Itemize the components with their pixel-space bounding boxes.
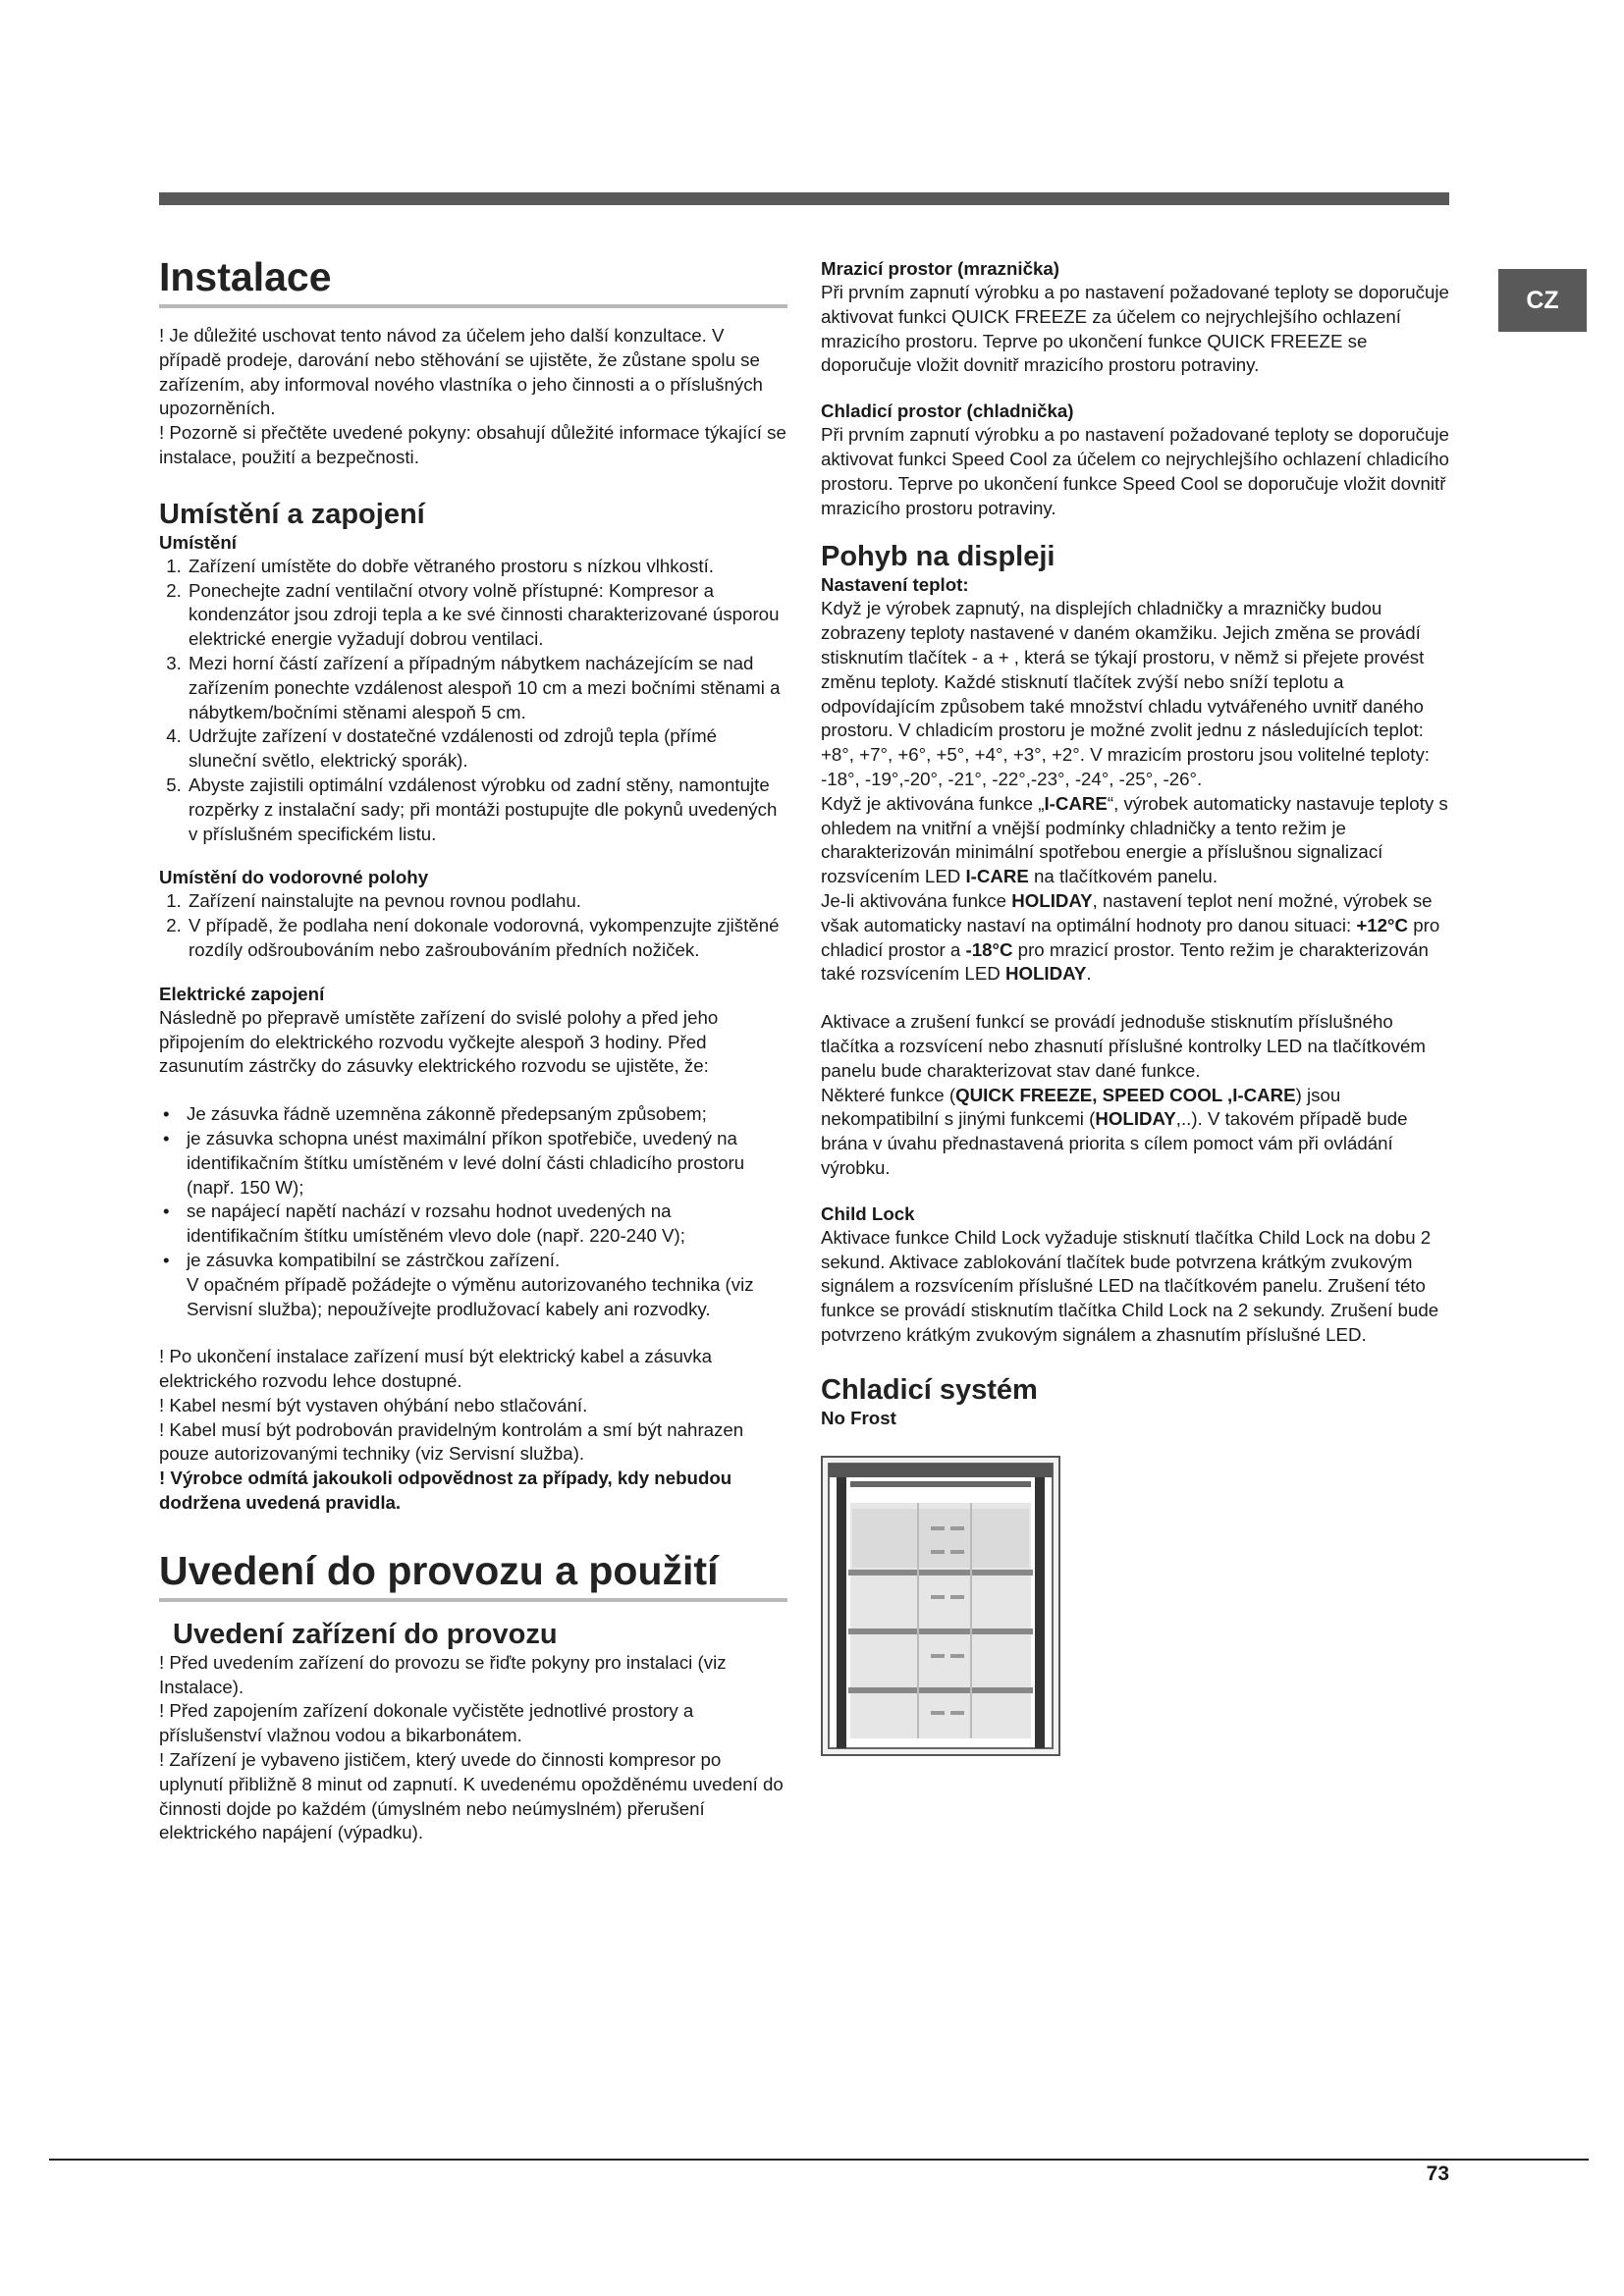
provoz-paragraph-1: ! Před uvedením zařízení do provozu se řiďte pokyny pro instalaci (viz Instalace). <box>159 1651 727 1697</box>
warning-2: ! Kabel nesmí být vystaven ohýbání nebo stlačování. <box>159 1394 588 1415</box>
subheading-vodorovna-poloha: Umístění do vodorovné polohy <box>159 867 429 888</box>
subheading-child-lock: Child Lock <box>821 1202 915 1224</box>
list-item: • se napájecí napětí nachází v rozsahu hodnot uvedených na identifikačním štítku umístěném vlevo dole (např. 220-240 V); <box>159 1200 787 1249</box>
aktivace-paragraph: Aktivace a zrušení funkcí se provádí jednoduše stisknutím příslušného tlačítka a rozsvícení nebo zhasnutí příslušné kontrolky LED na tlačítkovém panelu bude charakterizovat stav dané funkce. <box>821 1011 1426 1081</box>
list-item: 2. V případě, že podlaha není dokonale vodorovná, vykompenzujte zjištěné rozdíly odšroubováním nebo zašroubováním předních nožiček. <box>187 914 787 963</box>
subheading-nastaveni-teplot: Nastavení teplot: <box>821 574 969 596</box>
chladici-paragraph: Při prvním zapnutí výrobku a po nastavení požadované teploty se doporučuje aktivovat funkci Speed Cool za účelem co nejrychlejšího ochlazení chladicího prostoru. Teprve po ukončení funkce Speed Cool se doporučuje vložit dovnitř mrazicího prostoru potraviny. <box>821 424 1449 518</box>
top-divider-bar <box>159 192 1449 205</box>
provoz-paragraph-3: ! Zařízení je vybaveno jističem, který uvede do činnosti kompresor po uplynutí přibližně 8 minut od zapnutí. K uvedenému opožděnému uvedení do činnosti dojde po každém (úmyslném nebo neúmyslném) přerušení elektrického napájení (výpadku). <box>159 1749 784 1843</box>
section-title-uvedeni-do-provozu: Uvedení do provozu a použití <box>159 1547 787 1604</box>
child-lock-paragraph: Aktivace funkce Child Lock vyžaduje stisknutí tlačítka Child Lock na dobu 2 sekund. Aktivace zablokování tlačítek bude potvrzena krátkým zvukovým signálem a rozsvícením příslušné LED na tlačítkovém panelu. Zrušení této funkce se provádí stisknutím tlačítka Child Lock na 2 sekundy. Zrušení bude potvrzeno krátkým zvukovým signálem a zhasnutím příslušné LED. <box>821 1226 1439 1345</box>
list-item: 1. Zařízení nainstalujte na pevnou rovnou podlahu. <box>187 889 787 914</box>
list-item: • je zásuvka schopna unést maximální příkon spotřebiče, uvedený na identifikačním štítku umístěném v levé dolní části chladicího prostoru (např. 150 W); <box>159 1127 787 1200</box>
right-column <box>821 257 1449 1756</box>
heading-umisteni-a-zapojeni: Umístění a zapojení <box>159 498 425 530</box>
list-item: 4. Udržujte zařízení v dostatečné vzdálenosti od zdrojů tepla (přímé sluneční světlo, elektrický sporák). <box>187 724 787 774</box>
heading-pohyb-na-displeji: Pohyb na displeji <box>821 541 1056 573</box>
bottom-divider <box>49 2159 1589 2161</box>
nektere-funkce-paragraph: Některé funkce (QUICK FREEZE, SPEED COOL ,I-CARE) jsou nekompatibilní s jinými funkcemi (HOLIDAY,..). V takovém případě bude brána v úvahu přednastavená priorita s cílem pomoct vám při ovládání výrobku. <box>821 1084 1408 1178</box>
subheading-elektricke-zapojeni: Elektrické zapojení <box>159 983 325 1004</box>
list-item: • je zásuvka kompatibilní se zástrčkou zařízení. <box>159 1249 787 1273</box>
vodorovne-list <box>159 889 787 962</box>
elektricke-paragraph: Následně po přepravě umístěte zařízení do svislé polohy a před jeho připojením do elektrického rozvodu vyčkejte alespoň 3 hodiny. Před zasunutím zástrčky do zásuvky elektrického rozvodu se ujistěte, že: <box>159 1006 719 1077</box>
fridge-illustration <box>821 1456 1060 1756</box>
page-number: 73 <box>1426 2163 1449 2185</box>
heading-uvedeni-zarizeni: Uvedení zařízení do provozu <box>173 1618 558 1650</box>
provoz-paragraph-2: ! Před zapojením zařízení dokonale vyčistěte jednotlivé prostory a příslušenství vlažnou vodou a bikarbonátem. <box>159 1700 694 1746</box>
subheading-no-frost: No Frost <box>821 1407 896 1428</box>
icare-paragraph: Když je aktivována funkce „I-CARE“, výrobek automaticky nastavuje teploty s ohledem na vnitřní a vnější podmínky chladničky a tento režim je charakterizován minimální spotřebou energie a příslušnou signalizací rozsvícením LED I-CARE na tlačítkovém panelu. <box>821 792 1448 887</box>
left-column <box>159 253 787 1845</box>
warning-4: ! Výrobce odmítá jakoukoli odpovědnost za případy, kdy nebudou dodržena uvedená pravidla. <box>159 1468 732 1514</box>
warning-3: ! Kabel musí být podrobován pravidelným kontrolám a smí být nahrazen pouze autorizovanými techniky (viz Servisní služba). <box>159 1418 744 1465</box>
list-item: 2. Ponechejte zadní ventilační otvory volně přístupné: Kompresor a kondenzátor jsou zdroji tepla a ke své činnosti charakterizované úsporou elektrické energie vyžadují dobrou ventilaci. <box>187 579 787 652</box>
list-item: • Je zásuvka řádně uzemněna zákonně předepsaným způsobem; <box>159 1102 787 1127</box>
instalace-paragraph-1: ! Je důležité uschovat tento návod za účelem jeho další konzultace. V případě prodeje, darování nebo stěhování se ujistěte, že zůstane spolu se zařízením, aby informoval nového vlastníka o jeho činnosti a o příslušných upozorněních. <box>159 325 763 419</box>
mrazici-paragraph: Při prvním zapnutí výrobku a po nastavení požadované teploty se doporučuje aktivovat funkci QUICK FREEZE za účelem co nejrychlejšího ochlazení mrazicího prostoru. Teprve po ukončení funkce QUICK FREEZE se doporučuje vložit dovnitř mrazicího prostoru potraviny. <box>821 282 1449 376</box>
list-item: 1. Zařízení umístěte do dobře větraného prostoru s nízkou vlhkostí. <box>187 555 787 579</box>
subheading-chladici-prostor: Chladicí prostor (chladnička) <box>821 400 1074 422</box>
language-tab: CZ <box>1498 269 1587 332</box>
section-title-instalace: Instalace <box>159 253 787 310</box>
holiday-paragraph: Je-li aktivována funkce HOLIDAY, nastavení teplot není možné, výrobek se však automaticky nastaví na optimální hodnoty pro danou situaci: +12°C pro chladicí prostor a -18°C pro mrazicí prostor. Tento režim je charakterizován také rozsvícením LED HOLIDAY. <box>821 889 1440 985</box>
subheading-mrazici-prostor: Mrazicí prostor (mraznička) <box>821 258 1060 279</box>
warning-1: ! Po ukončení instalace zařízení musí být elektrický kabel a zásuvka elektrického rozvodu lehce dostupné. <box>159 1346 712 1392</box>
instalace-paragraph-2: ! Pozorně si přečtěte uvedené pokyny: obsahují důležité informace týkající se instalace, použití a bezpečnosti. <box>159 422 786 467</box>
elektricke-note: V opačném případě požádejte o výměnu autorizovaného technika (viz Servisní služba); nepoužívejte prodlužovací kabely ani rozvodky. <box>187 1273 754 1319</box>
list-item: 3. Mezi horní částí zařízení a případným nábytkem nacházejícím se nad zařízením ponechte vzdálenost alespoň 10 cm a mezi bočními stěnami a nábytkem/bočními stěnami alespoň 5 cm. <box>187 652 787 724</box>
displej-paragraph: Když je výrobek zapnutý, na displejích chladničky a mrazničky budou zobrazeny teploty nastavené v daném okamžiku. Jejich změna se provádí stisknutím tlačítek - a + , která se týkají prostoru, v němž si přejete provést změnu teploty. Každé stisknutí tlačítek zvýší nebo sníží teplotu a odpovídajícím způsobem také množství chladu vytvářeného uvnitř daného prostoru. V chladicím prostoru je možné zvolit jednu z následujících teplot: +8°, +7°, +6°, +5°, +4°, +3°, +2°. V mrazicím prostoru jsou volitelné teploty: -18°, -19°,-20°, -21°, -22°,-23°, -24°, -25°, -26°. <box>821 598 1430 789</box>
fridge-airflow-icon <box>823 1458 1058 1754</box>
umisteni-list <box>159 555 787 847</box>
elektricke-bullets <box>159 1102 787 1273</box>
subheading-umisteni: Umístění <box>159 531 237 553</box>
list-item: 5. Abyste zajistili optimální vzdálenost výrobku od zadní stěny, namontujte rozpěrky z instalační sady; při montáži postupujte dle pokynů uvedených v příslušném specifickém listu. <box>187 774 787 846</box>
heading-chladici-system: Chladicí systém <box>821 1373 1038 1406</box>
